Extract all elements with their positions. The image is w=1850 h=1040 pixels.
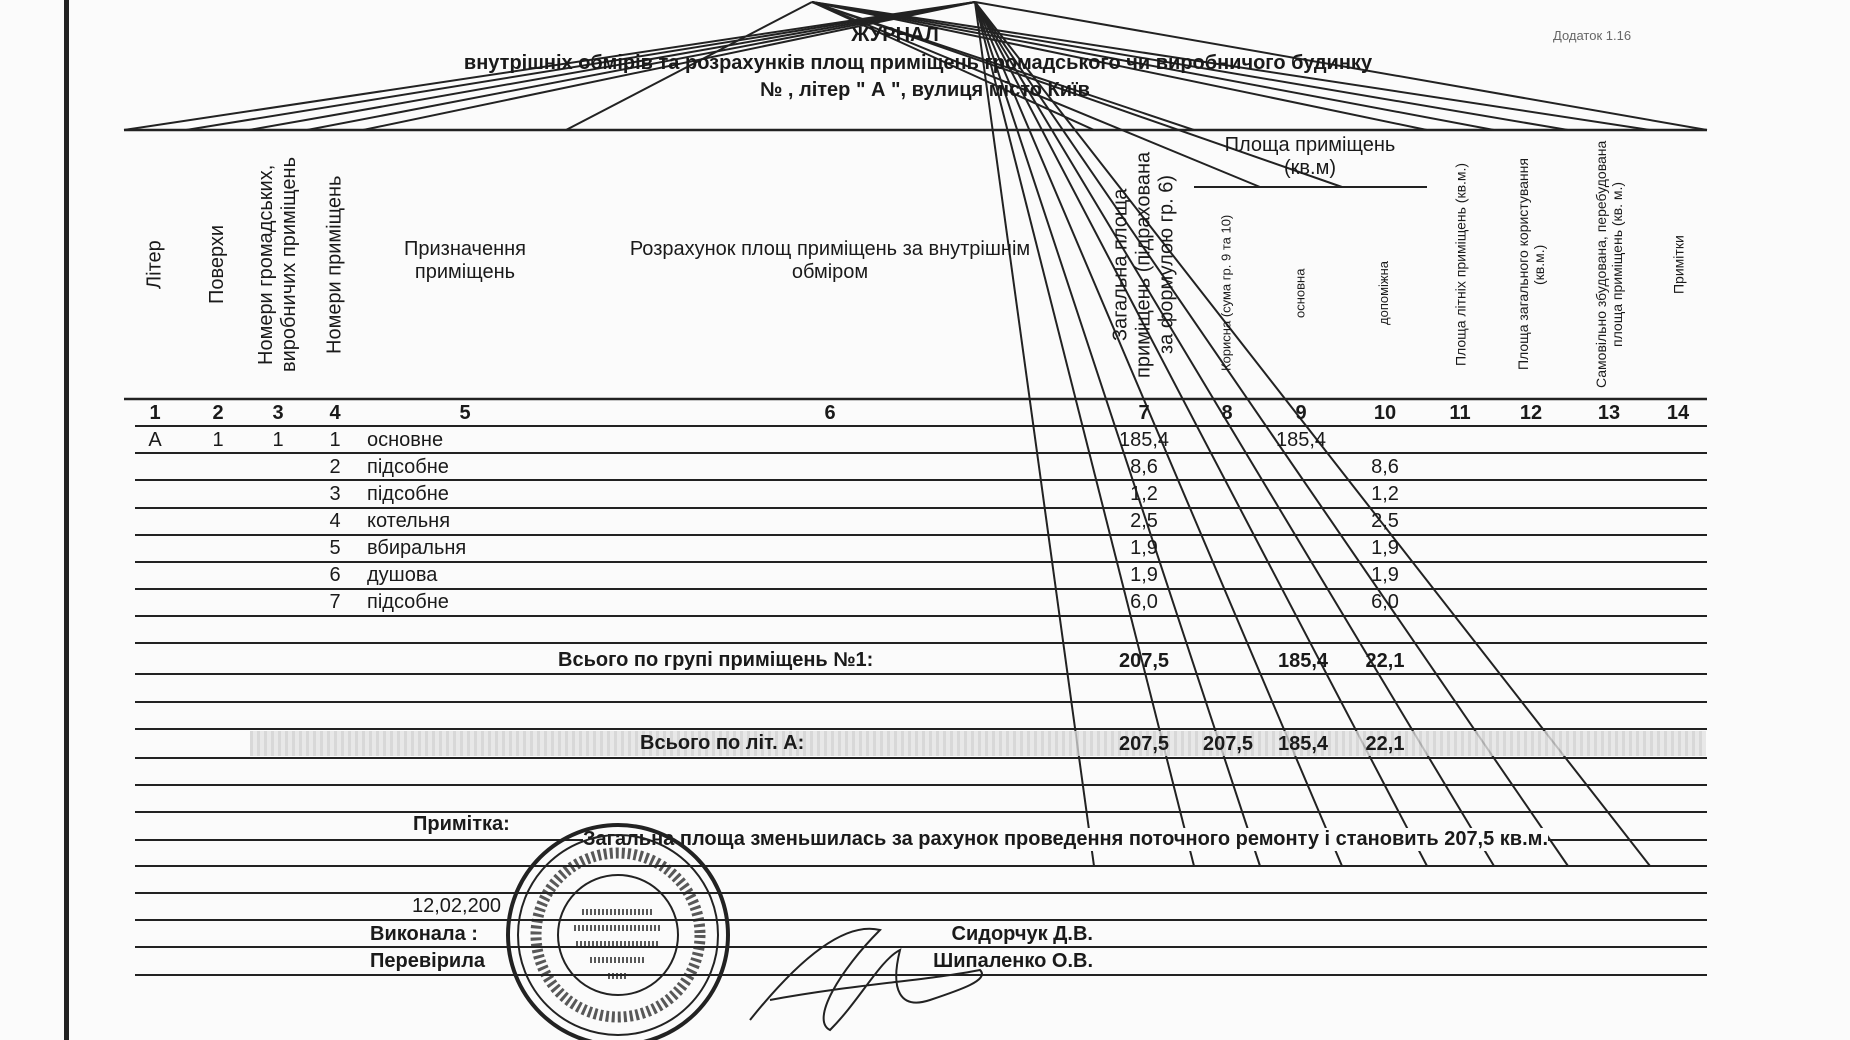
signature xyxy=(730,910,1010,1040)
group-total-total: 207,5 xyxy=(1118,650,1170,672)
header-notes: Примітки xyxy=(1670,235,1687,294)
cell-total: 1,2 xyxy=(1130,483,1158,505)
cell-total: 1,9 xyxy=(1130,537,1158,559)
cell-num: 4 xyxy=(329,510,341,532)
header-main: основна xyxy=(1292,268,1308,318)
header-common-use: Площа загального користування (кв.м.) xyxy=(1514,158,1547,371)
cell-total: 8,6 xyxy=(1130,456,1158,478)
date: 12,02,200 xyxy=(412,895,501,917)
doc-title: ЖУРНАЛ xyxy=(851,24,939,46)
column-number: 3 xyxy=(272,402,284,424)
note-label: Примітка: xyxy=(413,813,510,835)
official-stamp xyxy=(500,820,740,1040)
checked-label: Перевірила xyxy=(370,950,486,972)
doc-address: № , літер " А ", вулиця місто Київ xyxy=(760,79,1090,101)
column-number: 9 xyxy=(1295,402,1307,424)
done-label: Виконала : xyxy=(370,923,478,945)
column-number: 2 xyxy=(212,402,224,424)
header-area-group: Площа приміщень (кв.м) xyxy=(1224,134,1396,179)
liter-total-label: Всього по літ. А: xyxy=(640,732,805,754)
cell-aux: 6,0 xyxy=(1371,591,1399,613)
header-unauthorized: Самовільно збудована, перебудована площа приміщень (кв. м.) xyxy=(1592,140,1625,389)
group-total-aux: 22,1 xyxy=(1365,650,1405,672)
cell-purpose: котельня xyxy=(367,510,451,532)
header-auxiliary: допоміжна xyxy=(1376,260,1392,326)
header-calculation: Розрахунок площ приміщень за внутрішнім обміром xyxy=(629,238,1031,283)
cell-num: 2 xyxy=(329,456,341,478)
cell-purpose: вбиральня xyxy=(367,537,467,559)
cell-purpose: підсобне xyxy=(367,591,449,613)
cell-total: 185,4 xyxy=(1118,429,1170,451)
liter-total-aux: 22,1 xyxy=(1365,733,1405,755)
liter-total-main: 185,4 xyxy=(1277,733,1329,755)
cell-total: 2,5 xyxy=(1130,510,1158,532)
header-summer: Площа літніх приміщень (кв.м.) xyxy=(1452,162,1469,367)
cell-purpose: підсобне xyxy=(367,483,449,505)
done-name: Сидорчук Д.В. xyxy=(951,923,1093,945)
cell-aux: 2,5 xyxy=(1371,510,1399,532)
doc-subtitle: внутрішніх обмірів та розрахунків площ приміщень громадського чи виробничого будинку xyxy=(463,52,1373,74)
cell-num: 7 xyxy=(329,591,341,613)
column-number: 13 xyxy=(1597,402,1621,424)
appendix-label: Додаток 1.16 xyxy=(1553,28,1632,43)
column-number: 1 xyxy=(149,402,161,424)
note-text: Загальна площа зменьшилась за рахунок проведення поточного ремонту і становить 207,5 кв.м. xyxy=(583,828,1549,850)
header-purpose: Призначення приміщень xyxy=(403,238,527,283)
column-number: 6 xyxy=(824,402,836,424)
liter-total-shading xyxy=(250,731,1706,756)
cell-purpose: підсобне xyxy=(367,456,449,478)
cell-aux: 1,9 xyxy=(1371,537,1399,559)
cell-purpose: основне xyxy=(367,429,444,451)
cell-purpose: душова xyxy=(367,564,438,586)
cell-floor: 1 xyxy=(212,429,224,451)
column-number: 7 xyxy=(1138,402,1150,424)
group-total-label: Всього по групі приміщень №1: xyxy=(558,649,874,671)
cell-aux: 8,6 xyxy=(1371,456,1399,478)
cell-total: 1,9 xyxy=(1130,564,1158,586)
header-public-rooms: Номери громадських, виробничих приміщень xyxy=(255,157,300,372)
column-number: 14 xyxy=(1666,402,1690,424)
column-number: 4 xyxy=(329,402,341,424)
header-floors: Поверхи xyxy=(206,224,228,305)
cell-group: 1 xyxy=(272,429,284,451)
liter-total-useful: 207,5 xyxy=(1202,733,1254,755)
column-number: 12 xyxy=(1519,402,1543,424)
column-number: 10 xyxy=(1373,402,1397,424)
column-number: 11 xyxy=(1449,402,1471,424)
column-number: 5 xyxy=(459,402,471,424)
group-total-main: 185,4 xyxy=(1277,650,1329,672)
cell-main: 185,4 xyxy=(1275,429,1327,451)
liter-total-total: 207,5 xyxy=(1118,733,1170,755)
cell-num: 3 xyxy=(329,483,341,505)
column-number: 8 xyxy=(1221,402,1233,424)
checked-name: Шипаленко О.В. xyxy=(933,950,1093,972)
cell-liter: А xyxy=(148,429,162,451)
header-total-area: Загальна площа приміщень (підрахована за формулою гр. 6) xyxy=(1109,151,1178,378)
cell-num: 6 xyxy=(329,564,341,586)
header-useful: Корисна (сума гр. 9 та 10) xyxy=(1218,214,1234,372)
cell-aux: 1,2 xyxy=(1371,483,1399,505)
header-liter: Літер xyxy=(143,240,166,289)
cell-aux: 1,9 xyxy=(1371,564,1399,586)
cell-num: 1 xyxy=(329,429,341,451)
header-room-numbers: Номери приміщень xyxy=(323,175,346,354)
cell-total: 6,0 xyxy=(1130,591,1158,613)
cell-num: 5 xyxy=(329,537,341,559)
